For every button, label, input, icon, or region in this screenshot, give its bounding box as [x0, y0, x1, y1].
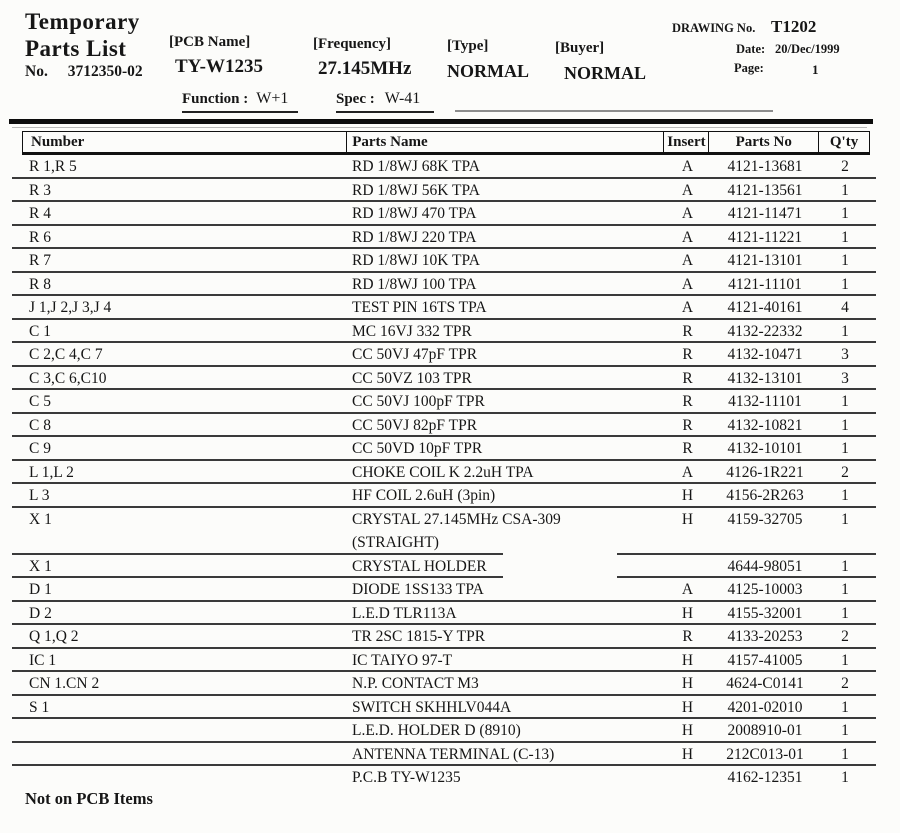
table-row — [22, 367, 870, 391]
cell-qty: 1 — [841, 769, 849, 786]
cell-parts-name — [347, 414, 665, 438]
cell-parts-no: 4624-C0141 — [726, 675, 804, 692]
cell-qty: 1 — [841, 252, 849, 269]
cell-parts-no: 4155-32001 — [727, 604, 803, 622]
cell-number: C 8 — [29, 416, 51, 434]
cell-insert: H — [681, 698, 694, 716]
cell-number: Q 1,Q 2 — [29, 628, 79, 645]
cell-parts-name — [347, 602, 665, 626]
cell-number: R 4 — [29, 205, 51, 222]
cell-qty: 1 — [841, 557, 849, 575]
cell-insert: R — [682, 369, 693, 387]
table-row — [22, 390, 870, 414]
cell-insert: R — [682, 440, 693, 457]
parts-name-line1: CRYSTAL 27.145MHz CSA-309 — [352, 510, 561, 528]
parts-name-line1: P.C.B TY-W1235 — [352, 769, 461, 786]
cell-parts-no: 4121-11101 — [728, 275, 802, 293]
cell-parts-name — [347, 155, 665, 179]
page-value: 1 — [812, 62, 819, 77]
column-header-parts-no: Parts No — [709, 132, 819, 152]
cell-parts-no: 4159-32705 — [727, 510, 803, 528]
cell-qty: 1 — [841, 510, 849, 528]
cell-parts-name — [347, 484, 665, 508]
cell-parts-name — [347, 226, 665, 250]
cell-insert: R — [682, 322, 693, 340]
cell-insert: A — [681, 463, 694, 481]
cell-parts-no: 4162-12351 — [727, 769, 803, 786]
cell-parts-no: 4132-10471 — [727, 346, 803, 363]
parts-name-line1: ANTENNA TERMINAL (C-13) — [352, 745, 555, 763]
table-row — [22, 649, 870, 673]
cell-insert: H — [681, 745, 694, 763]
table-row — [22, 296, 870, 320]
parts-name-line1: CRYSTAL HOLDER — [352, 557, 487, 575]
cell-qty: 1 — [841, 698, 849, 716]
cell-number: R 6 — [29, 228, 51, 246]
cell-number: S 1 — [29, 698, 50, 716]
spec-label: Spec : — [336, 91, 375, 107]
spec-field — [336, 90, 434, 113]
cell-parts-no: 4132-10101 — [727, 440, 803, 457]
table-row — [22, 719, 870, 743]
table-row — [22, 484, 870, 508]
cell-number: C 3,C 6,C10 — [29, 369, 107, 387]
parts-name-line1: RD 1/8WJ 56K TPA — [352, 181, 480, 199]
spec-value: W-41 — [384, 90, 421, 107]
cell-parts-no: 4156-2R263 — [726, 487, 804, 504]
table-row — [22, 743, 870, 767]
cell-parts-name — [347, 766, 665, 790]
cell-qty: 3 — [841, 369, 849, 387]
cell-number — [22, 743, 347, 767]
table-row — [22, 766, 870, 790]
cell-number: C 1 — [29, 322, 51, 340]
cell-insert: A — [681, 581, 694, 598]
parts-name-line1: CC 50VZ 103 TPR — [352, 369, 472, 387]
footer-note: Not on PCB Items — [25, 789, 153, 808]
cell-qty: 1 — [841, 322, 849, 340]
table-row — [22, 602, 870, 626]
cell-parts-no: 4126-1R221 — [726, 463, 804, 481]
table-row — [22, 508, 870, 555]
cell-parts-name — [347, 343, 665, 367]
cell-parts-name — [347, 578, 665, 602]
cell-number: R 1,R 5 — [29, 158, 77, 175]
cell-parts-name — [347, 555, 665, 579]
cell-parts-name — [347, 390, 665, 414]
cell-parts-name — [347, 461, 665, 485]
frequency-label: [Frequency] — [313, 36, 392, 52]
parts-name-line1: CC 50VJ 82pF TPR — [352, 416, 478, 434]
table-row — [22, 555, 870, 579]
cell-qty: 1 — [841, 228, 849, 246]
column-header-qty: Q'ty — [829, 133, 859, 150]
cell-number: C 2,C 4,C 7 — [29, 346, 103, 363]
cell-parts-name — [347, 696, 665, 720]
parts-name-line1: RD 1/8WJ 10K TPA — [352, 252, 480, 269]
parts-name-line1: L.E.D TLR113A — [352, 604, 457, 622]
parts-name-line1: RD 1/8WJ 220 TPA — [352, 228, 477, 246]
parts-name-line2: (STRAIGHT) — [352, 534, 439, 551]
table-row — [22, 578, 870, 602]
cell-insert: R — [682, 416, 693, 434]
document-number-label: No. — [25, 63, 48, 80]
cell-qty: 1 — [841, 651, 849, 669]
cell-parts-name — [347, 437, 665, 461]
cell-parts-name — [347, 672, 665, 696]
parts-name-line1: MC 16VJ 332 TPR — [352, 322, 472, 340]
cell-parts-no: 4133-20253 — [727, 628, 803, 645]
table-row — [22, 273, 870, 297]
parts-name-line1: CC 50VJ 100pF TPR — [352, 393, 485, 410]
cell-qty: 2 — [841, 628, 849, 645]
cell-insert: H — [681, 651, 694, 669]
table-row — [22, 696, 870, 720]
table-row — [22, 155, 870, 179]
cell-number: R 3 — [29, 181, 51, 199]
parts-name-line1: CC 50VD 10pF TPR — [352, 440, 483, 457]
cell-parts-name — [347, 719, 665, 743]
cell-insert: A — [681, 205, 694, 222]
cell-insert: R — [682, 628, 693, 645]
cell-parts-no: 4121-11221 — [727, 228, 803, 246]
cell-parts-name — [347, 202, 665, 226]
cell-qty: 2 — [841, 158, 849, 175]
cell-parts-no: 2008910-01 — [727, 722, 803, 739]
cell-number: CN 1.CN 2 — [29, 675, 100, 692]
date-label: Date: — [736, 42, 766, 56]
parts-name-line1: CC 50VJ 47pF TPR — [352, 346, 478, 363]
cell-insert: H — [681, 510, 694, 528]
table-row — [22, 179, 870, 203]
cell-parts-name — [347, 179, 665, 203]
cell-parts-no: 4644-98051 — [727, 557, 803, 575]
table-row — [22, 625, 870, 649]
cell-parts-no: 4132-11101 — [728, 393, 802, 410]
cell-parts-name — [347, 649, 665, 673]
cell-parts-name — [347, 273, 665, 297]
cell-parts-no: 4132-10821 — [727, 416, 803, 434]
cell-qty: 2 — [841, 675, 849, 692]
parts-name-line1: RD 1/8WJ 68K TPA — [352, 158, 480, 175]
function-value: W+1 — [256, 90, 289, 107]
cell-qty: 1 — [841, 275, 849, 293]
table-top-rule — [9, 119, 873, 124]
cell-insert: A — [681, 181, 694, 199]
cell-qty: 1 — [841, 581, 849, 598]
table-row — [22, 343, 870, 367]
document-title — [25, 8, 140, 62]
cell-insert: R — [682, 346, 693, 363]
cell-qty: 3 — [841, 346, 849, 363]
date-value: 20/Dec/1999 — [775, 42, 840, 56]
table-row — [22, 461, 870, 485]
table-body — [22, 155, 870, 790]
document-number — [25, 63, 143, 81]
page-label: Page: — [734, 61, 764, 75]
document-title-line2: Parts List — [25, 36, 127, 61]
cell-parts-no: 4121-13681 — [727, 158, 803, 175]
cell-qty: 1 — [841, 604, 849, 622]
parts-name-line1: HF COIL 2.6uH (3pin) — [352, 487, 496, 504]
cell-number — [22, 766, 347, 790]
cell-parts-name — [347, 249, 665, 273]
cell-number: C 5 — [29, 393, 51, 410]
frequency-value: 27.145MHz — [318, 58, 412, 79]
cell-number: IC 1 — [29, 651, 57, 669]
type-value: NORMAL — [447, 61, 529, 81]
cell-qty: 1 — [841, 722, 849, 739]
cell-qty: 4 — [841, 299, 849, 316]
table-row — [22, 672, 870, 696]
cell-insert: H — [681, 675, 694, 692]
cell-qty: 1 — [841, 440, 849, 457]
document-number-value: 3712350-02 — [67, 63, 143, 80]
buyer-value: NORMAL — [564, 63, 646, 83]
cell-number: J 1,J 2,J 3,J 4 — [29, 299, 112, 316]
table-top-rule-echo — [12, 127, 867, 128]
cell-insert: A — [681, 228, 694, 246]
cell-insert: R — [682, 393, 693, 410]
cell-insert: A — [681, 252, 694, 269]
parts-name-line1: SWITCH SKHHLV044A — [352, 698, 512, 716]
cell-qty: 1 — [841, 745, 849, 763]
table-row — [22, 226, 870, 250]
parts-name-line1: L.E.D. HOLDER D (8910) — [352, 722, 521, 739]
cell-insert: A — [681, 158, 694, 175]
cell-number: R 8 — [29, 275, 51, 293]
cell-qty: 1 — [841, 181, 849, 199]
column-header-number: Number — [23, 132, 347, 152]
parts-name-line1: RD 1/8WJ 470 TPA — [352, 205, 477, 222]
cell-number — [22, 719, 347, 743]
cell-number: X 1 — [29, 510, 52, 528]
cell-number: D 1 — [29, 581, 52, 598]
cell-parts-no: 4121-13561 — [727, 181, 803, 199]
document-title-line1: Temporary — [25, 9, 140, 34]
cell-qty: 2 — [841, 463, 849, 481]
cell-parts-name — [347, 296, 665, 320]
cell-parts-no: 4125-10003 — [727, 581, 803, 598]
table-row — [22, 202, 870, 226]
cell-parts-name — [347, 743, 665, 767]
parts-name-line1: TEST PIN 16TS TPA — [352, 299, 487, 316]
type-label: [Type] — [447, 38, 489, 54]
drawing-no-value: T1202 — [771, 17, 817, 36]
cell-insert: A — [681, 275, 694, 293]
cell-parts-no: 4121-11471 — [727, 205, 803, 222]
cell-number: R 7 — [29, 252, 51, 269]
cell-number: C 9 — [29, 440, 51, 457]
pcb-name-label: [PCB Name] — [169, 34, 251, 50]
table-row — [22, 320, 870, 344]
function-label: Function : — [182, 91, 249, 107]
cell-parts-no: 4132-13101 — [727, 369, 803, 387]
table-row — [22, 249, 870, 273]
cell-insert: H — [681, 487, 694, 504]
cell-parts-name — [347, 367, 665, 391]
cell-insert: A — [681, 299, 694, 316]
cell-parts-name — [347, 320, 665, 344]
cell-insert: H — [681, 604, 694, 622]
parts-name-line1: DIODE 1SS133 TPA — [352, 581, 484, 598]
spec-rule-line — [455, 110, 773, 112]
cell-parts-name — [347, 508, 665, 555]
column-header-parts-name: Parts Name — [347, 132, 664, 152]
cell-insert — [665, 766, 710, 790]
cell-insert — [665, 555, 710, 579]
cell-number: L 1,L 2 — [29, 463, 74, 481]
cell-number: L 3 — [29, 487, 50, 504]
cell-qty: 1 — [841, 416, 849, 434]
cell-parts-no: 4121-13101 — [727, 252, 803, 269]
column-header-insert: Insert — [664, 132, 709, 152]
parts-name-line1: TR 2SC 1815-Y TPR — [352, 628, 486, 645]
cell-parts-no: 4121-40161 — [727, 299, 803, 316]
cell-parts-no: 4132-22332 — [727, 322, 803, 340]
parts-name-line1: RD 1/8WJ 100 TPA — [352, 275, 477, 293]
cell-insert: H — [681, 722, 694, 739]
cell-parts-no: 4201-02010 — [727, 698, 803, 716]
parts-name-line1: CHOKE COIL K 2.2uH TPA — [352, 463, 534, 481]
cell-qty: 1 — [841, 487, 849, 504]
parts-name-line1: IC TAIYO 97-T — [352, 651, 453, 669]
function-field — [182, 90, 298, 113]
cell-parts-no: 4157-41005 — [727, 651, 803, 669]
drawing-no-label: DRAWING No. — [672, 21, 756, 35]
cell-qty: 1 — [841, 205, 849, 222]
cell-qty: 1 — [841, 393, 849, 410]
parts-name-line1: N.P. CONTACT M3 — [352, 675, 479, 692]
cell-parts-name — [347, 625, 665, 649]
buyer-label: [Buyer] — [555, 40, 605, 56]
cell-parts-no: 212C013-01 — [726, 745, 804, 763]
pcb-name-value: TY-W1235 — [175, 56, 263, 77]
cell-number: X 1 — [29, 557, 52, 575]
table-row — [22, 437, 870, 461]
table-header-row — [22, 131, 870, 155]
cell-number: D 2 — [29, 604, 52, 622]
table-row — [22, 414, 870, 438]
